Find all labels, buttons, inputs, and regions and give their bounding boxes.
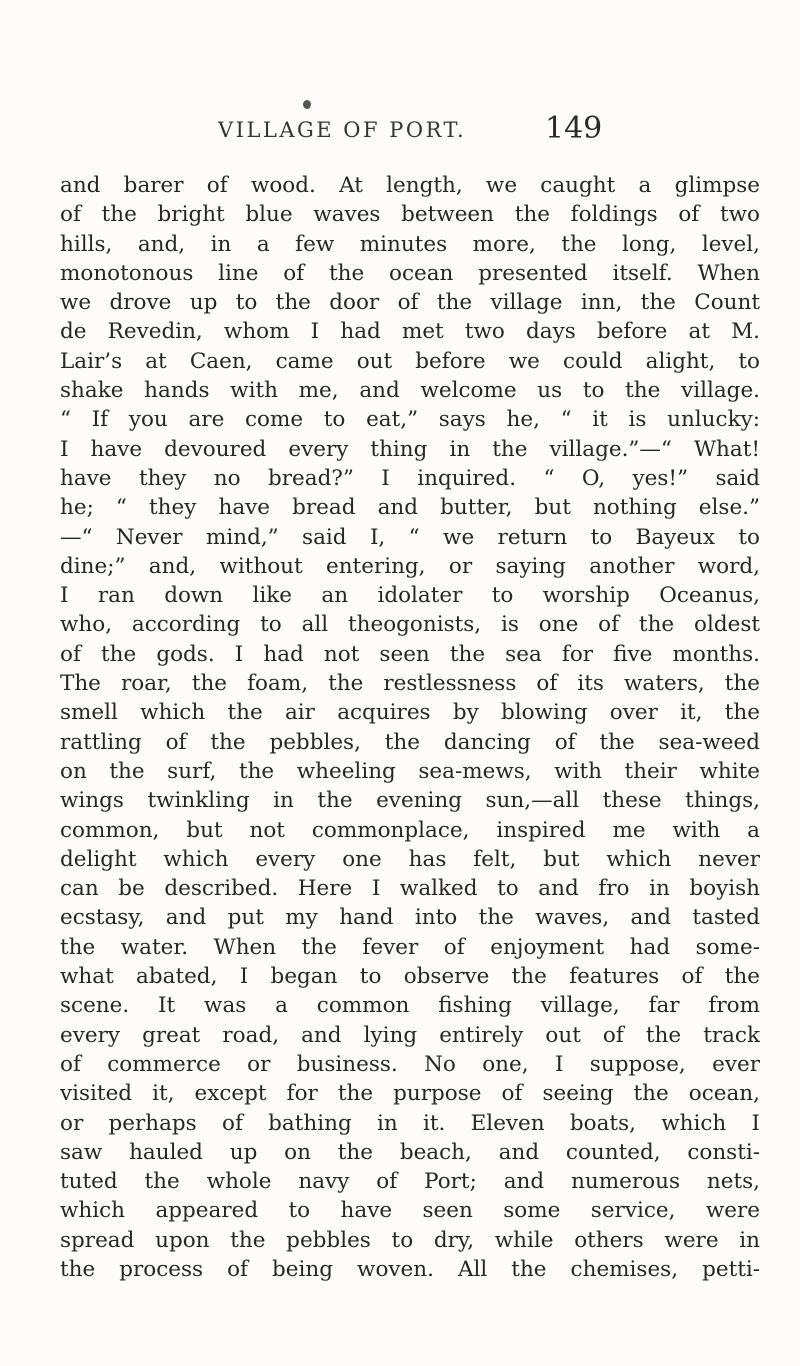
running-title: VILLAGE OF PORT. <box>218 118 467 142</box>
text-line: what abated, I began to observe the features of the <box>60 964 760 990</box>
text-line: monotonous line of the ocean presented itself. When <box>60 260 760 286</box>
text-line: the process of being woven. All the chemises, petti- <box>60 1256 760 1282</box>
text-line: I ran down like an idolater to worship Oceanus, <box>60 583 760 609</box>
text-line: dine;” and, without entering, or saying another word, <box>60 553 760 579</box>
text-line: “ If you are come to eat,” says he, “ it is unlucky: <box>60 407 760 433</box>
text-line: or perhaps of bathing in it. Eleven boats, which I <box>60 1110 760 1136</box>
text-line: Lair’s at Caen, came out before we could alight, to <box>60 348 760 374</box>
text-line: saw hauled up on the beach, and counted, consti- <box>60 1139 760 1165</box>
text-line: of commerce or business. No one, I suppose, ever <box>60 1051 760 1077</box>
text-line: every great road, and lying entirely out of the track <box>60 1022 760 1048</box>
text-line: shake hands with me, and welcome us to the village. <box>60 378 760 404</box>
text-line: wings twinkling in the evening sun,—all these things, <box>60 788 760 814</box>
text-line: ecstasy, and put my hand into the waves, and tasted <box>60 905 760 931</box>
text-line: we drove up to the door of the village inn, the Count <box>60 290 760 316</box>
text-line: have they no bread?” I inquired. “ O, yes!” said <box>60 465 760 491</box>
text-line: The roar, the foam, the restlessness of its waters, the <box>60 671 760 697</box>
text-line: of the gods. I had not seen the sea for five months. <box>60 641 760 667</box>
text-line: can be described. Here I walked to and fro in boyish <box>60 876 760 902</box>
running-head <box>0 110 800 150</box>
text-line: rattling of the pebbles, the dancing of the sea-weed <box>60 729 760 755</box>
text-line: common, but not commonplace, inspired me with a <box>60 817 760 843</box>
text-line: which appeared to have seen some service, were <box>60 1198 760 1224</box>
body-text <box>60 171 760 1284</box>
text-line: and barer of wood. At length, we caught a glimpse <box>60 173 760 198</box>
text-line: delight which every one has felt, but which never <box>60 846 760 872</box>
text-line: on the surf, the wheeling sea-mews, with their white <box>60 758 760 784</box>
text-line: he; “ they have bread and butter, but nothing else.” <box>60 495 760 521</box>
text-line: the water. When the fever of enjoyment had some- <box>60 934 760 960</box>
text-line: of the bright blue waves between the foldings of two <box>60 202 760 228</box>
page-number: 149 <box>545 111 603 146</box>
text-line: smell which the air acquires by blowing over it, the <box>60 700 760 726</box>
text-line: scene. It was a common fishing village, far from <box>60 993 760 1019</box>
text-line: tuted the whole navy of Port; and numerous nets, <box>60 1169 760 1195</box>
text-line: —“ Never mind,” said I, “ we return to Bayeux to <box>60 524 760 550</box>
text-line: de Revedin, whom I had met two days before at M. <box>60 319 760 345</box>
text-line: who, according to all theogonists, is one of the oldest <box>60 612 760 638</box>
text-line: hills, and, in a few minutes more, the long, level, <box>60 231 760 257</box>
ink-spot-mark <box>303 100 311 109</box>
text-line: I have devoured every thing in the village.”—“ What! <box>60 436 760 462</box>
text-line: spread upon the pebbles to dry, while others were in <box>60 1227 760 1253</box>
text-line: visited it, except for the purpose of seeing the ocean, <box>60 1081 760 1107</box>
